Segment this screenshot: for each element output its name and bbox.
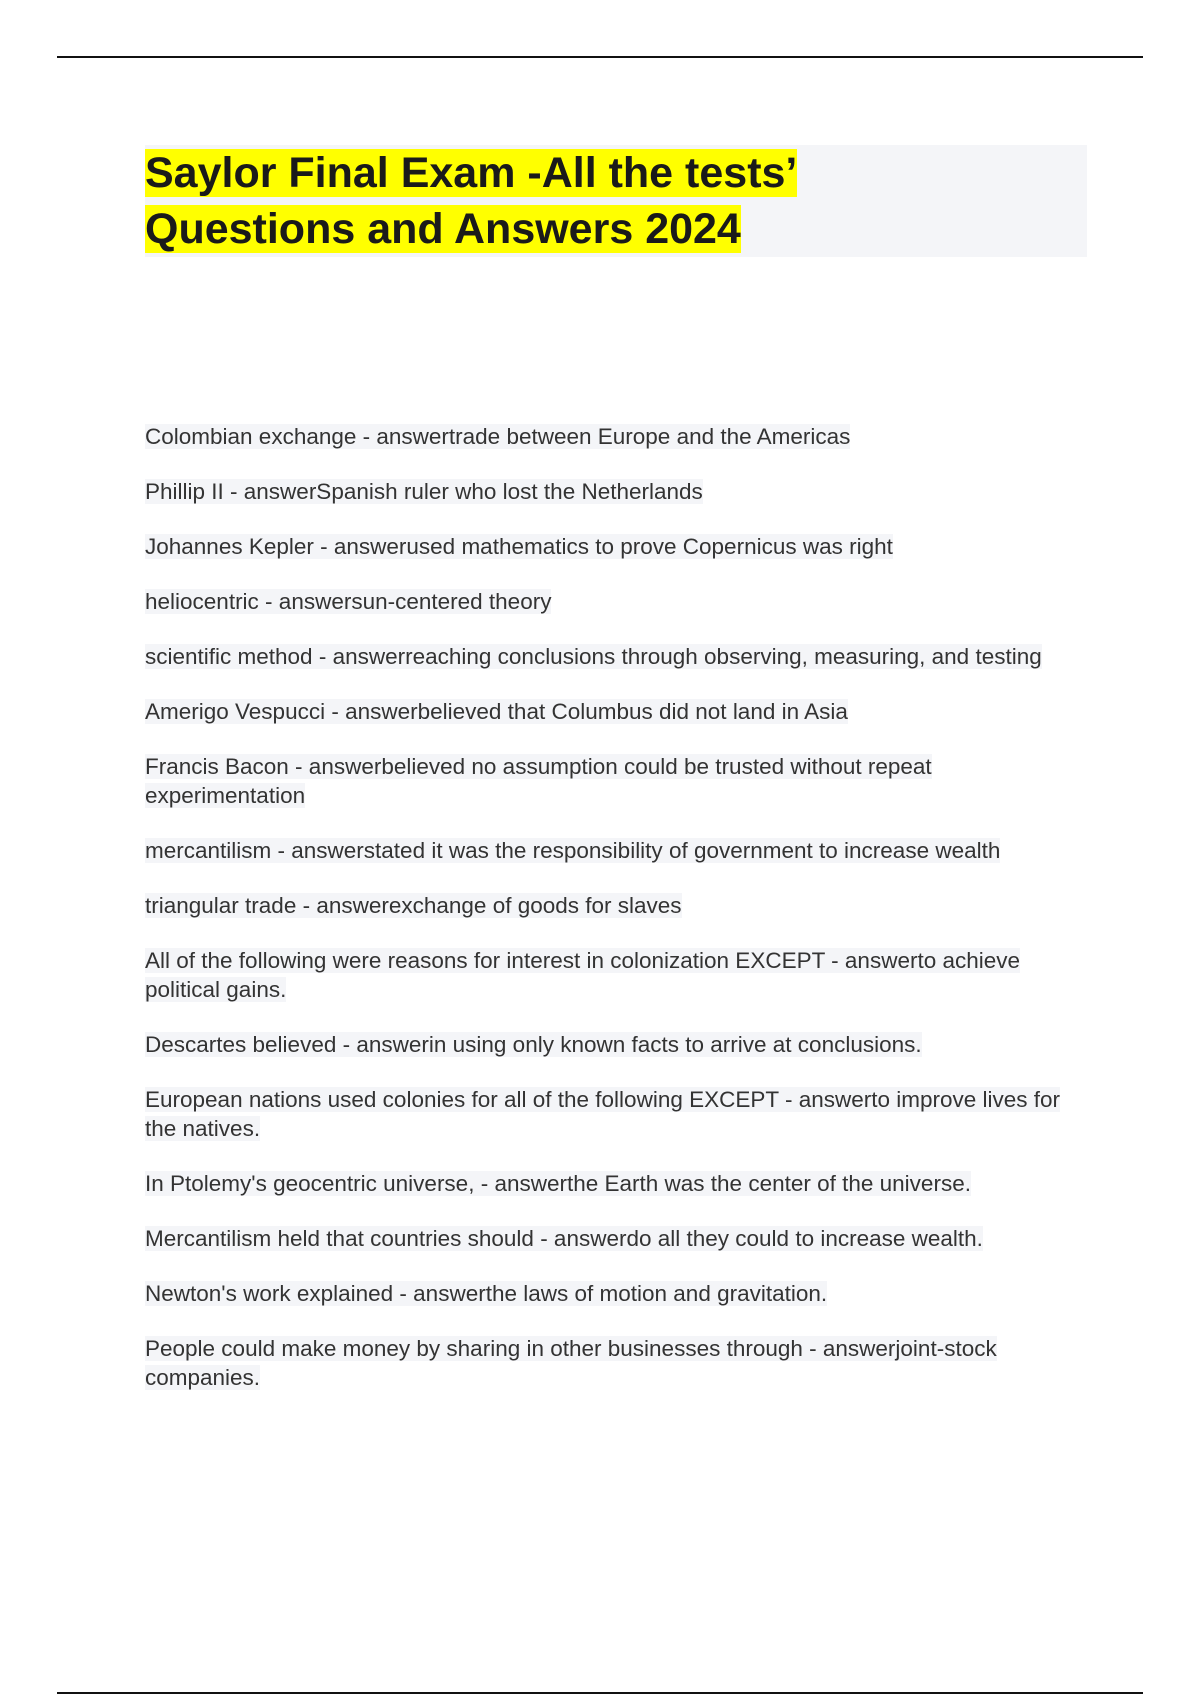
qa-item bbox=[145, 642, 1095, 671]
title-block bbox=[145, 145, 1087, 257]
qa-text: Phillip II - answerSpanish ruler who lost the Netherlands bbox=[145, 479, 703, 504]
qa-item bbox=[145, 422, 1095, 451]
qa-item bbox=[145, 1030, 1095, 1059]
qa-text: triangular trade - answerexchange of goods for slaves bbox=[145, 893, 682, 918]
title-line-2: Questions and Answers 2024 bbox=[145, 205, 741, 253]
qa-item bbox=[145, 946, 1095, 1004]
qa-text: Colombian exchange - answertrade between Europe and the Americas bbox=[145, 424, 851, 449]
qa-item bbox=[145, 836, 1095, 865]
qa-item bbox=[145, 587, 1095, 616]
qa-list bbox=[145, 422, 1095, 1418]
title-line-1: Saylor Final Exam -All the tests’ bbox=[145, 149, 798, 197]
qa-text: In Ptolemy's geocentric universe, - answerthe Earth was the center of the universe. bbox=[145, 1171, 971, 1196]
qa-text: Amerigo Vespucci - answerbelieved that Columbus did not land in Asia bbox=[145, 699, 848, 724]
qa-text: Francis Bacon - answerbelieved no assumption could be trusted without repeat experimentation bbox=[145, 754, 932, 808]
qa-item bbox=[145, 697, 1095, 726]
qa-text: Johannes Kepler - answerused mathematics to prove Copernicus was right bbox=[145, 534, 893, 559]
qa-item bbox=[145, 1085, 1095, 1143]
qa-item bbox=[145, 477, 1095, 506]
qa-item bbox=[145, 532, 1095, 561]
qa-item bbox=[145, 752, 1095, 810]
qa-text: Descartes believed - answerin using only known facts to arrive at conclusions. bbox=[145, 1032, 922, 1057]
qa-item bbox=[145, 1334, 1095, 1392]
qa-text: People could make money by sharing in other businesses through - answerjoint-stock companies. bbox=[145, 1336, 997, 1390]
qa-item bbox=[145, 1224, 1095, 1253]
qa-text: scientific method - answerreaching conclusions through observing, measuring, and testing bbox=[145, 644, 1042, 669]
qa-item bbox=[145, 1169, 1095, 1198]
qa-text: heliocentric - answersun-centered theory bbox=[145, 589, 552, 614]
qa-text: European nations used colonies for all of the following EXCEPT - answerto improve lives for the natives. bbox=[145, 1087, 1061, 1141]
qa-text: mercantilism - answerstated it was the responsibility of government to increase wealth bbox=[145, 838, 1001, 863]
bottom-rule bbox=[57, 1692, 1143, 1694]
qa-item bbox=[145, 1279, 1095, 1308]
qa-text: Mercantilism held that countries should - answerdo all they could to increase wealth. bbox=[145, 1226, 983, 1251]
top-rule bbox=[57, 56, 1143, 58]
qa-text: All of the following were reasons for interest in colonization EXCEPT - answerto achieve political gains. bbox=[145, 948, 1021, 1002]
qa-text: Newton's work explained - answerthe laws of motion and gravitation. bbox=[145, 1281, 828, 1306]
qa-item bbox=[145, 891, 1095, 920]
page-title bbox=[145, 145, 1087, 257]
